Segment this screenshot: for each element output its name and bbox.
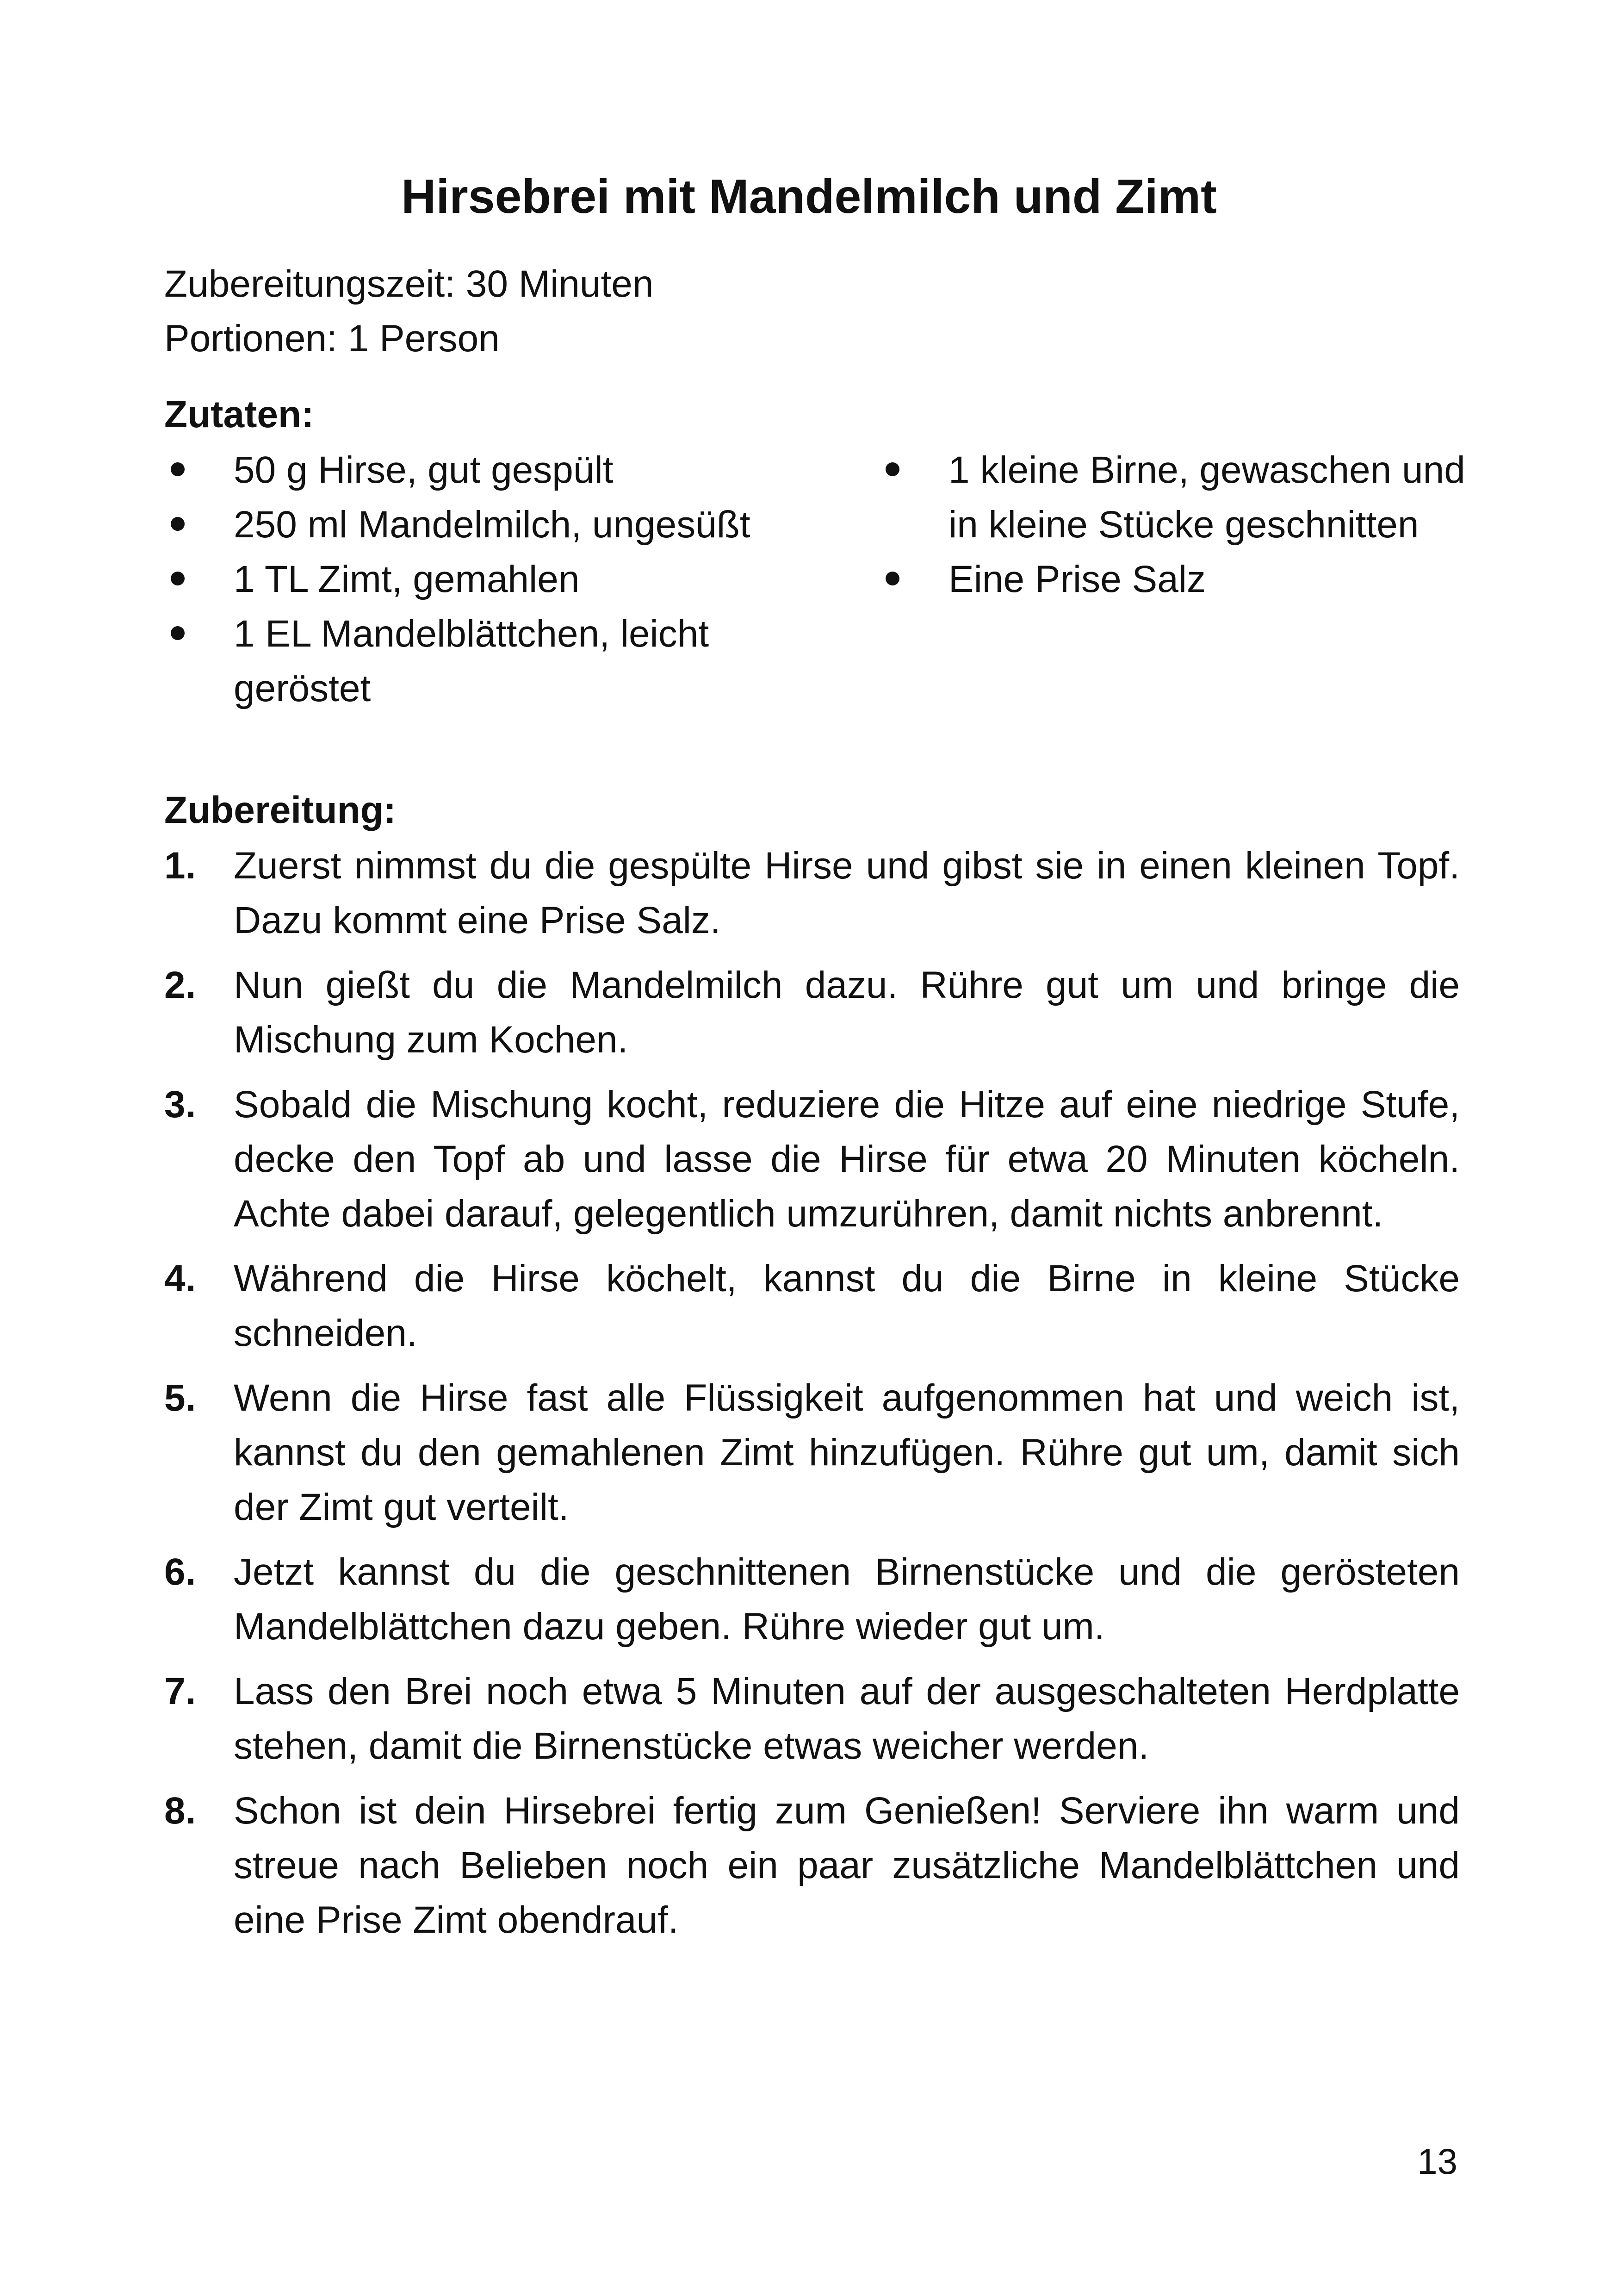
ingredients-heading: Zutaten: bbox=[164, 393, 314, 436]
step-text: Zuerst nimmst du die gespülte Hirse und gibst sie in einen kleinen Topf. Dazu kommt eine Prise Salz. bbox=[234, 845, 1460, 941]
step-text: Wenn die Hirse fast alle Flüssigkeit aufgenommen hat und weich ist, kannst du den gemahlenen Zimt hinzufügen. Rühre gut um, damit sich der Zimt gut verteilt. bbox=[234, 1377, 1460, 1528]
bullet-icon bbox=[171, 517, 185, 531]
bullet-icon bbox=[171, 572, 185, 585]
step-item bbox=[164, 1545, 1460, 1654]
ingredient-item bbox=[164, 443, 812, 498]
recipe-title: Hirsebrei mit Mandelmilch und Zimt bbox=[401, 170, 1217, 224]
step-text: Sobald die Mischung kocht, reduziere die Hitze auf eine niedrige Stufe, decke den Topf ab und lasse die Hirse für etwa 20 Minuten köcheln. Achte dabei darauf, gelegentlich umzurühren, damit nichts anbrennt. bbox=[234, 1083, 1460, 1235]
ingredient-text: 1 EL Mandelblättchen, leicht geröstet bbox=[234, 613, 709, 709]
page-number: 13 bbox=[1417, 2141, 1457, 2182]
step-number: 6. bbox=[164, 1551, 196, 1593]
ingredients-list-left bbox=[164, 443, 812, 716]
bullet-icon bbox=[171, 626, 185, 640]
preparation-heading: Zubereitung: bbox=[164, 789, 397, 831]
bullet-icon bbox=[886, 462, 899, 476]
step-item bbox=[164, 839, 1460, 948]
bullet-icon bbox=[171, 462, 185, 476]
step-item bbox=[164, 1371, 1460, 1535]
step-item bbox=[164, 1077, 1460, 1241]
step-text: Nun gießt du die Mandelmilch dazu. Rühre gut um und bringe die Mischung zum Kochen. bbox=[234, 964, 1460, 1061]
ingredient-text: Eine Prise Salz bbox=[948, 558, 1206, 600]
recipe-meta bbox=[164, 257, 654, 366]
step-number: 8. bbox=[164, 1790, 196, 1832]
step-item bbox=[164, 1784, 1460, 1948]
step-number: 7. bbox=[164, 1670, 196, 1712]
step-item bbox=[164, 958, 1460, 1067]
portions: Portionen: 1 Person bbox=[164, 317, 500, 360]
ingredient-item bbox=[879, 443, 1481, 552]
step-text: Während die Hirse köchelt, kannst du die Birne in kleine Stücke schneiden. bbox=[234, 1257, 1460, 1354]
preparation-steps bbox=[164, 839, 1460, 1958]
step-number: 1. bbox=[164, 845, 196, 887]
ingredient-text: 1 kleine Birne, gewaschen und in kleine Stücke geschnitten bbox=[948, 449, 1465, 546]
step-text: Lass den Brei noch etwa 5 Minuten auf der ausgeschalteten Herdplatte stehen, damit die Birnenstücke etwas weicher werden. bbox=[234, 1670, 1460, 1767]
ingredient-text: 1 TL Zimt, gemahlen bbox=[234, 558, 580, 600]
ingredient-item bbox=[164, 552, 812, 607]
ingredient-text: 50 g Hirse, gut gespült bbox=[234, 449, 614, 491]
bullet-icon bbox=[886, 572, 899, 585]
step-item bbox=[164, 1664, 1460, 1773]
step-number: 2. bbox=[164, 964, 196, 1006]
prep-time: Zubereitungszeit: 30 Minuten bbox=[164, 263, 654, 305]
ingredient-text: 250 ml Mandelmilch, ungesüßt bbox=[234, 504, 750, 546]
step-number: 3. bbox=[164, 1083, 196, 1126]
step-number: 5. bbox=[164, 1377, 196, 1419]
ingredient-item bbox=[879, 552, 1481, 607]
ingredients-list-right bbox=[879, 443, 1481, 607]
step-text: Schon ist dein Hirsebrei fertig zum Genießen! Serviere ihn warm und streue nach Belieben noch ein paar zusätzliche Mandelblättchen und eine Prise Zimt obendrauf. bbox=[234, 1790, 1460, 1941]
ingredient-item bbox=[164, 498, 812, 552]
step-text: Jetzt kannst du die geschnittenen Birnenstücke und die gerösteten Mandelblättchen dazu geben. Rühre wieder gut um. bbox=[234, 1551, 1460, 1648]
step-item bbox=[164, 1251, 1460, 1361]
step-number: 4. bbox=[164, 1257, 196, 1300]
ingredient-item bbox=[164, 607, 812, 716]
